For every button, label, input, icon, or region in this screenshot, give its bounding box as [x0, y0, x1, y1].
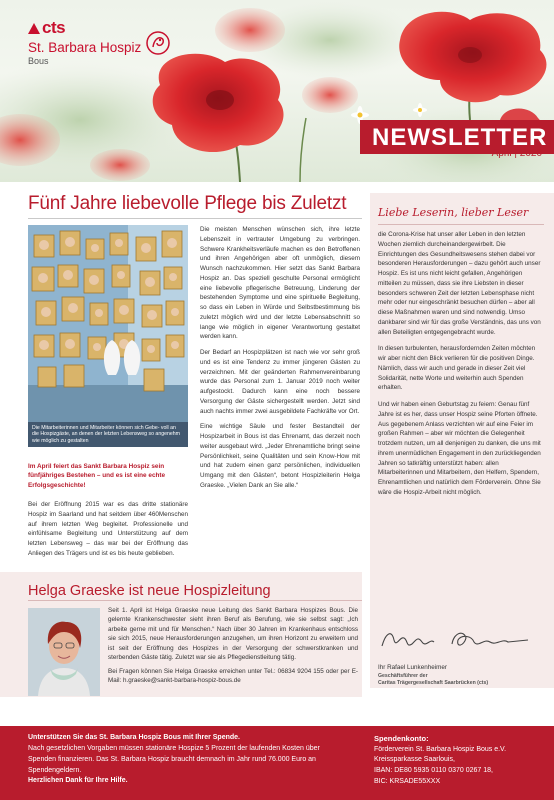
hospice-emblem-icon	[145, 30, 171, 56]
signatory-name: Ihr Rafael Lunkenheimer	[378, 664, 447, 671]
footer-donation-text	[28, 733, 348, 787]
logo-brand: cts	[42, 18, 66, 37]
logo-city: Bous	[28, 56, 49, 66]
portrait-illustration	[28, 608, 100, 696]
newsletter-date: April | 2020	[491, 148, 542, 159]
letter-paragraph: die Corona-Krise hat unser aller Leben in den letzten Wochen ziemlich durcheinandergewirbelt. Die Einrichtungen des Gesundheitswesens stehen dabei vor besonderen Herausforderungen – dazu gehört auch unser Hospiz. Es ist uns nicht leicht gefallen, Angehörigen mitteilen zu müssen, dass sie ihre Liebsten in dieser besonders schweren Zeit der letzten Lebensphase nicht mehr oder nur eingeschränkt besuchen dürfen – aber all diese Maßnahmen waren und sind notwendig. Umso dankbarer sind wir für das große Verständnis, das uns von allen Beteiligten entgegengebracht wurde.	[378, 231, 541, 336]
section-body	[108, 606, 358, 690]
newsletter-title: NEWSLETTER	[372, 124, 548, 151]
handwritten-signature	[378, 626, 538, 654]
letter-paragraph: Und wir haben einen Geburtstag zu feiern: Genau fünf Jahre ist es her, dass unser Hospiz seine Pforten öffnete. Aus gegebenem Anlass verzichten wir auf eine Feier im großen Rahmen – aber wir möchten die Gelegenheit trotzdem nutzen, um all denjenigen zu danken, die uns mit ihrem unermüdlichen Engagement in den zurückliegenden Jahren so tatkräftig unterstützt haben: allen Mitarbeiterinnen und Mitarbeitern, den Helfern, Spendern, Ehrenamtlichen und natürlich dem Förderverein. Ohne Sie wäre die Hospiz-Arbeit nicht möglich.	[378, 401, 541, 496]
article-paragraph: Die meisten Menschen wünschen sich, ihre letzte Lebenszeit in vertrauter Umgebung zu verbringen. Schwere Krankheitsverläufe machen es den Betroffenen und ihren Angehörigen aber oft unmöglich, diesem Wunsch nachzukommen. Hier setzt das Sankt Barbara Hospiz an. Das speziell geschulte Personal ermöglicht eine liebevolle pflegerische Betreuung, Linderung der bestehenden Symptome und eine spirituelle Begleitung, so dass ein Leben in Würde und Selbstbestimmung bis zuletzt möglich wird und der letzte Lebensabschnitt so lange wie möglich in eigener Verantwortung gestaltet werden kann.	[200, 226, 360, 341]
letter-body	[378, 230, 544, 505]
signatory-role	[378, 673, 488, 688]
logo-triangle-icon	[28, 23, 40, 34]
photo-frames-illustration	[28, 225, 188, 447]
article-lead: Bei der Eröffnung 2015 war es das dritte stationäre Hospiz im Saarland und hat seitdem über 460Menschen auf ihrem letzten Weg begleitet. Professionelle und einfühlsame Begleitung und Unterstützung auf dem letzten Lebensweg – das war bei der Eröffnung das Anliegen des Trägers und ist es bis heute geblieben.	[28, 501, 188, 557]
article-paragraph: Der Bedarf an Hospizplätzen ist nach wie vor sehr groß und es ist eine Tendenz zu immer jüngeren Gästen zu verzeichnen. Mit der geänderten Rahmenvereinbarung wurde das Personal zum 1. Januar 2019 noch weiter aufgestockt. Dadurch kann eine noch bessere Versorgung der Gäste sichergestellt werden. Jetzt sind auch nachts immer zwei ausgebildete Fachkräfte vor Ort.	[200, 349, 360, 415]
bank-line: Kreissparkasse Saarlouis,	[374, 756, 455, 764]
divider	[378, 224, 544, 225]
photo-caption: Die Mitarbeiterinnen und Mitarbeiter können sich Gebe- voll an die Hospizgäste, an denen der letzten Lebensweg so angenehm wie möglich zu gestalten	[28, 422, 188, 448]
article-intro: Im April feiert das Sankt Barbara Hospiz sein fünfjähriges Bestehen – und es ist eine echte Erfolgsgeschichte!	[28, 463, 166, 489]
section-title: Helga Graeske ist neue Hospizleitung	[28, 583, 271, 599]
bank-iban: IBAN: DE80 5935 0110 0370 0267 18,	[374, 767, 493, 775]
letter-greeting: Liebe Leserin, lieber Leser	[378, 206, 529, 219]
article-paragraph: Eine wichtige Säule und fester Bestandteil der Hospizarbeit in Bous ist das Ehrenamt, das derzeit noch weiter ausgebaut wird. „Jeder Ehrenamtliche bringt seine Persönlichkeit, seine Qualitäten und sein Know-How mit und hat zudem einen ganz persönlichen, individuellen Umgang mit den Gästen“, betont Hospizleiterin Helga Graeske. „Vielen Dank an Sie alle.“	[200, 423, 360, 489]
footer-heading: Unterstützen Sie das St. Barbara Hospiz Bous mit Ihrer Spende.	[28, 734, 240, 741]
divider	[28, 218, 362, 219]
portrait-photo	[28, 608, 100, 696]
footer-body: Nach gesetzlichen Vorgaben müssen stationäre Hospize 5 Prozent der laufenden Kosten über Spenden finanzieren. Das St. Barbara Hospiz braucht demnach im Jahr rund 76.000 Euro an Spendengeldern.	[28, 744, 320, 774]
letter-paragraph: In diesen turbulenten, herausfordernden Zeiten möchten wir aber nicht den Blick verlieren für die positiven Dinge. Nämlich, dass wir auch und gerade in dieser Zeit viel Solidarität, nette Worte und weiterhin auch Spenden erhalten.	[378, 345, 536, 392]
bank-line: Förderverein St. Barbara Hospiz Bous e.V.	[374, 745, 507, 753]
article-column-2	[200, 225, 360, 497]
hospice-wall-photo	[28, 225, 188, 447]
bank-account-details	[374, 733, 549, 788]
article-title: Fünf Jahre liebevolle Pflege bis Zuletzt	[28, 193, 347, 214]
bank-bic: BIC: KRSADE55XXX	[374, 778, 441, 786]
section-paragraph: Seit 1. April ist Helga Graeske neue Leitung des Sankt Barbara Hospizes Bous. Die gelernte Krankenschwester sieht ihren Beruf als Berufung, wie sie selbst sagt: „Ich arbeite gerne mit und für Menschen.“ Nach über 30 Jahren im Krankenhaus entschloss sie sich 2015, neue Herausforderungen anzugehen, um ihren Horizont zu erweitern und ist seit der Eröffnung des Hospizes in der Versorgung der schwerstkranken und sterbenden Gäste tätig. Zuletzt war sie als Pflegedienstleitung tätig.	[108, 607, 358, 662]
signatory-role-line: Geschäftsführer der	[378, 673, 428, 679]
signatory-role-line: Caritas Trägergesellschaft Saarbrücken (cts)	[378, 680, 489, 687]
bank-heading: Spendenkonto:	[374, 734, 429, 743]
section-contact: Bei Fragen können Sie Helga Graeske erreichen unter Tel.: 06834 9204 155 oder per E-Mail: h.graeske@sankt-barbara-hospiz-bous.de	[108, 667, 358, 685]
logo-name: St. Barbara Hospiz	[28, 40, 142, 55]
divider	[28, 600, 362, 601]
header-banner	[0, 0, 554, 182]
footer-thanks: Herzlichen Dank für Ihre Hilfe.	[28, 777, 128, 785]
